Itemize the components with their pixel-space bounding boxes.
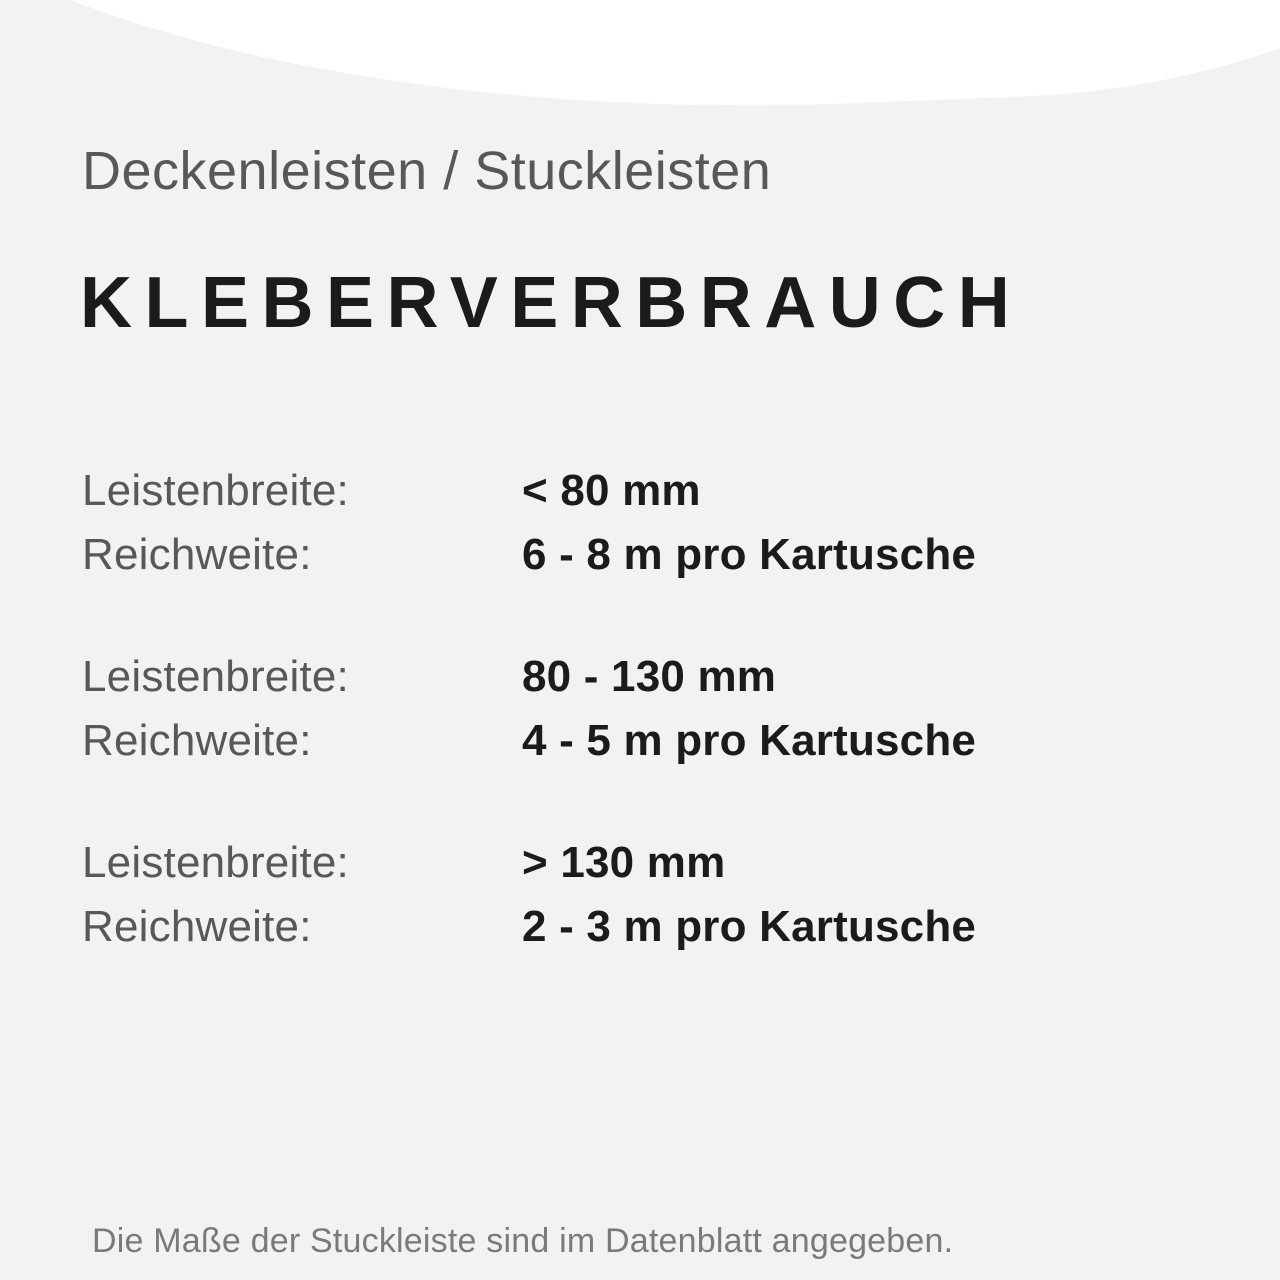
spec-row [82,716,1198,766]
spec-value-range: 4 - 5 m pro Kartusche [522,716,977,765]
footnote-text: Die Maße der Stuckleiste sind im Datenblatt angegeben. [92,1222,954,1260]
page-title: KLEBERVERBRAUCH [80,263,1023,343]
spec-value-width: < 80 mm [522,466,701,515]
poster-subtitle: Deckenleisten / Stuckleisten [82,141,772,201]
spec-label-range: Reichweite: [82,530,312,579]
spec-row [82,466,1198,516]
spec-label-width: Leistenbreite: [82,652,349,701]
spec-label-width: Leistenbreite: [82,838,349,887]
spec-row [82,838,1198,888]
spec-row [82,902,1198,952]
spec-row [82,652,1198,702]
spec-value-range: 6 - 8 m pro Kartusche [522,530,977,579]
spec-label-width: Leistenbreite: [82,466,349,515]
spec-group [82,652,1198,766]
spec-group [82,838,1198,952]
spec-value-range: 2 - 3 m pro Kartusche [522,902,977,951]
spec-group [82,466,1198,580]
spec-label-range: Reichweite: [82,716,312,765]
spec-value-width: > 130 mm [522,838,726,887]
spec-label-range: Reichweite: [82,902,312,951]
spec-list [82,466,1198,952]
spec-row [82,530,1198,580]
spec-value-width: 80 - 130 mm [522,652,777,701]
